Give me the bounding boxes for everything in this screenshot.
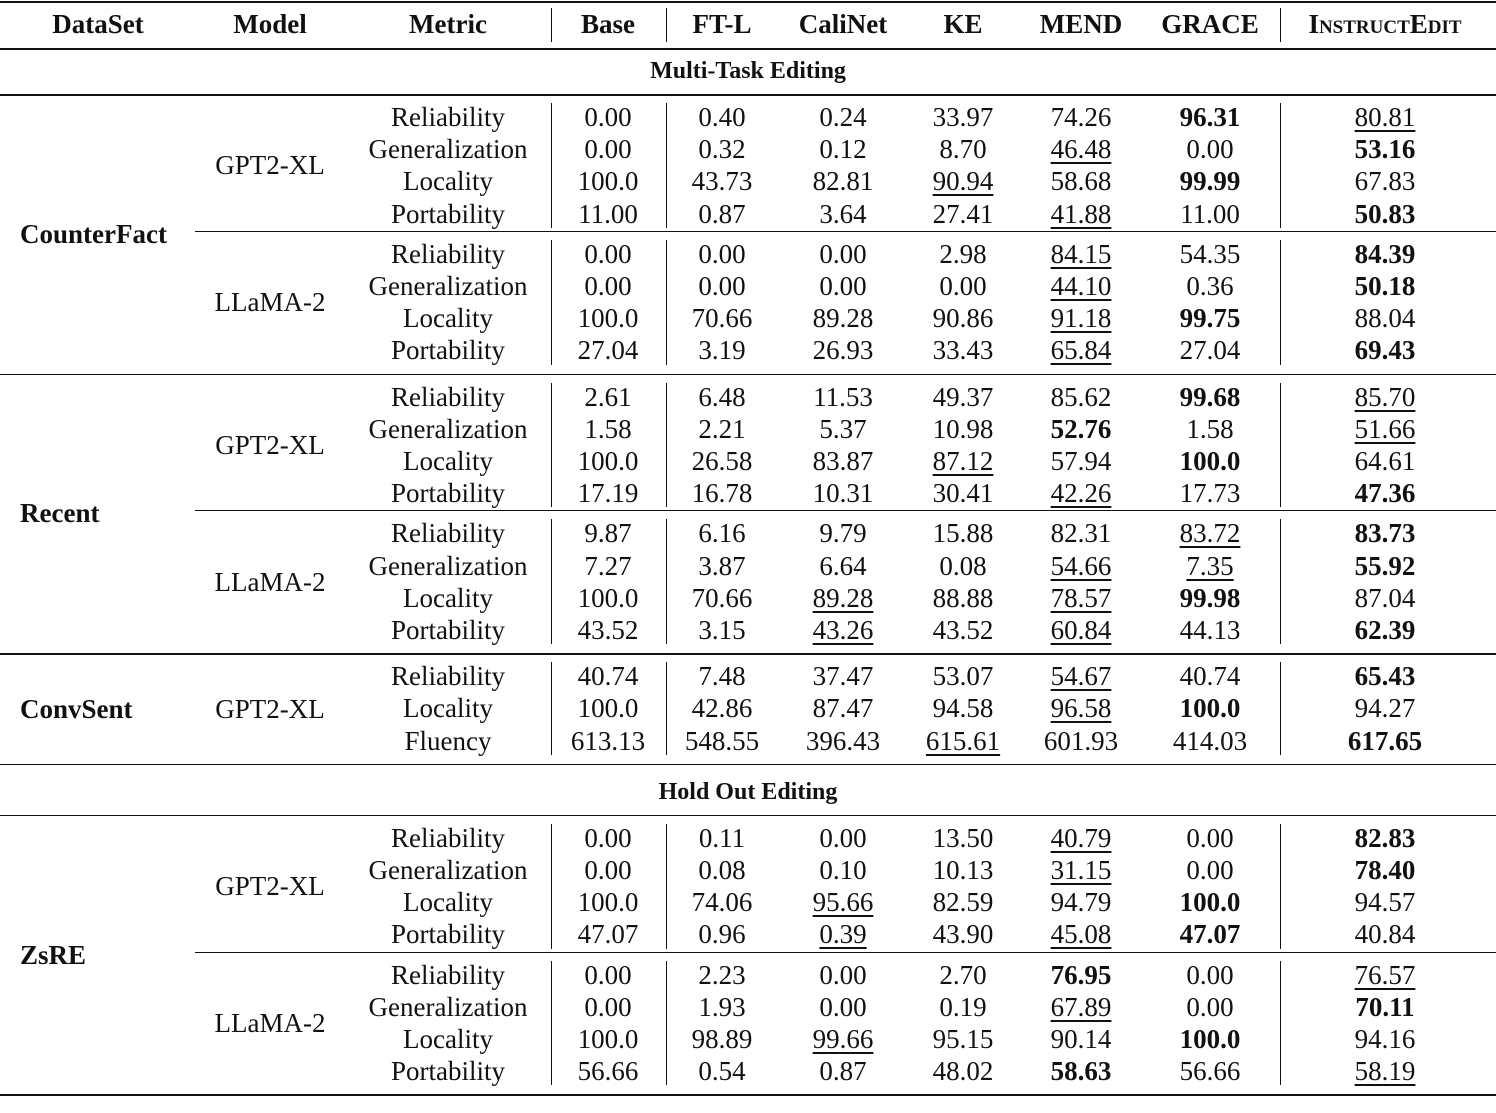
metric-label: Locality bbox=[403, 446, 493, 476]
table-cell: 96.58 bbox=[1050, 693, 1112, 724]
metric-label: Reliability bbox=[391, 518, 505, 549]
table-cell: 100.0 bbox=[1179, 887, 1241, 918]
table-cell: 27.04 bbox=[1179, 335, 1241, 366]
metric-label: Portability bbox=[391, 1056, 505, 1087]
table-cell: 78.40 bbox=[1354, 855, 1416, 885]
table-cell: 0.00 bbox=[819, 271, 867, 301]
model-group-rule bbox=[195, 952, 1496, 953]
table-cell: 50.18 bbox=[1354, 271, 1416, 301]
table-cell: 49.37 bbox=[932, 381, 994, 412]
table-cell: 0.36 bbox=[1186, 271, 1234, 301]
table-cell: 11.00 bbox=[578, 198, 638, 229]
table-cell: 13.50 bbox=[932, 822, 994, 853]
table-cell: 0.10 bbox=[819, 855, 867, 885]
metric-label: Reliability bbox=[391, 238, 505, 269]
table-cell: 58.63 bbox=[1050, 1056, 1112, 1087]
column-header: Model bbox=[233, 9, 307, 39]
table-cell: 70.11 bbox=[1355, 991, 1415, 1022]
column-header: MEND bbox=[1039, 9, 1123, 39]
table-cell: 0.08 bbox=[939, 550, 987, 581]
table-cell: 52.76 bbox=[1050, 413, 1112, 444]
table-cell: 44.13 bbox=[1179, 615, 1241, 645]
table-cell: 0.00 bbox=[1186, 855, 1234, 885]
table-cell: 0.00 bbox=[1186, 822, 1234, 853]
table-cell: 16.78 bbox=[691, 478, 753, 509]
column-divider bbox=[1280, 103, 1281, 228]
dataset-name: CounterFact bbox=[20, 218, 167, 249]
column-divider bbox=[666, 824, 667, 949]
table-cell: 7.35 bbox=[1186, 550, 1234, 581]
table-cell: 74.26 bbox=[1050, 102, 1112, 132]
metric-label: Generalization bbox=[368, 271, 528, 301]
table-cell: 613.13 bbox=[570, 725, 646, 756]
table-cell: 78.57 bbox=[1050, 582, 1112, 613]
table-cell: 99.99 bbox=[1179, 166, 1241, 197]
column-divider bbox=[551, 383, 552, 508]
table-cell: 0.00 bbox=[1186, 959, 1234, 990]
table-cell: 88.88 bbox=[932, 582, 994, 613]
table-cell: 26.93 bbox=[812, 335, 874, 366]
column-divider bbox=[551, 662, 552, 755]
table-cell: 57.94 bbox=[1050, 446, 1112, 476]
table-cell: 58.68 bbox=[1050, 166, 1112, 197]
table-cell: 82.83 bbox=[1354, 822, 1416, 853]
table-cell: 3.19 bbox=[698, 335, 746, 366]
table-cell: 0.00 bbox=[584, 102, 632, 132]
table-cell: 0.00 bbox=[584, 959, 632, 990]
table-cell: 0.00 bbox=[584, 238, 632, 269]
table-cell: 43.52 bbox=[577, 615, 639, 645]
metric-label: Reliability bbox=[391, 381, 505, 412]
table-cell: 396.43 bbox=[805, 725, 881, 756]
metric-label: Locality bbox=[403, 303, 493, 334]
dataset-name: ZsRE bbox=[20, 939, 87, 970]
table-cell: 40.74 bbox=[1179, 661, 1241, 692]
table-cell: 0.00 bbox=[819, 238, 867, 269]
table-cell: 85.62 bbox=[1050, 381, 1112, 412]
column-divider bbox=[666, 103, 667, 228]
metric-label: Fluency bbox=[404, 725, 492, 756]
table-cell: 83.73 bbox=[1354, 518, 1416, 549]
table-cell: 54.67 bbox=[1050, 661, 1112, 692]
table-cell: 42.26 bbox=[1050, 478, 1112, 509]
table-cell: 6.48 bbox=[698, 381, 746, 412]
column-divider bbox=[551, 519, 552, 644]
column-header: Metric bbox=[409, 9, 487, 39]
metric-label: Reliability bbox=[391, 661, 505, 692]
column-divider bbox=[666, 519, 667, 644]
table-cell: 89.28 bbox=[812, 303, 874, 334]
table-cell: 5.37 bbox=[819, 413, 867, 444]
column-divider bbox=[1280, 383, 1281, 508]
top-rule bbox=[0, 1, 1496, 3]
table-cell: 6.64 bbox=[819, 550, 867, 581]
table-cell: 70.66 bbox=[691, 303, 753, 334]
table-cell: 70.66 bbox=[691, 582, 753, 613]
table-cell: 2.23 bbox=[698, 959, 746, 990]
table-cell: 100.0 bbox=[577, 303, 639, 334]
table-cell: 47.07 bbox=[577, 919, 639, 950]
table-cell: 83.87 bbox=[812, 446, 874, 476]
table-cell: 53.16 bbox=[1354, 134, 1416, 165]
model-name: GPT2-XL bbox=[215, 430, 325, 460]
column-divider bbox=[551, 824, 552, 949]
table-cell: 50.83 bbox=[1354, 198, 1416, 229]
table-cell: 0.00 bbox=[1186, 134, 1234, 165]
table-cell: 1.93 bbox=[698, 991, 746, 1022]
metric-label: Generalization bbox=[368, 855, 528, 885]
table-cell: 56.66 bbox=[577, 1056, 639, 1087]
column-header: InstructEdit bbox=[1308, 9, 1462, 39]
metric-label: Portability bbox=[391, 919, 505, 950]
table-cell: 44.10 bbox=[1050, 271, 1112, 301]
bottom-rule bbox=[0, 1094, 1496, 1096]
table-cell: 99.66 bbox=[812, 1024, 874, 1054]
table-cell: 74.06 bbox=[691, 887, 753, 918]
table-cell: 0.54 bbox=[698, 1056, 746, 1087]
table-cell: 67.89 bbox=[1050, 991, 1112, 1022]
table-cell: 0.00 bbox=[584, 271, 632, 301]
column-divider bbox=[551, 8, 552, 42]
table-cell: 87.12 bbox=[932, 446, 994, 476]
table-cell: 0.00 bbox=[584, 991, 632, 1022]
table-cell: 67.83 bbox=[1354, 166, 1416, 197]
table-cell: 47.36 bbox=[1354, 478, 1416, 509]
table-cell: 64.61 bbox=[1354, 446, 1416, 476]
table-cell: 89.28 bbox=[812, 582, 874, 613]
table-cell: 3.64 bbox=[819, 198, 867, 229]
table-cell: 54.66 bbox=[1050, 550, 1112, 581]
header-rule bbox=[0, 48, 1496, 50]
table-cell: 0.08 bbox=[698, 855, 746, 885]
table-cell: 100.0 bbox=[1179, 1024, 1241, 1054]
dataset-rule bbox=[0, 374, 1496, 376]
table-cell: 87.47 bbox=[812, 693, 874, 724]
table-cell: 9.87 bbox=[584, 518, 632, 549]
table-cell: 40.79 bbox=[1050, 822, 1112, 853]
model-name: LLaMA-2 bbox=[214, 1008, 326, 1038]
model-group-rule bbox=[195, 510, 1496, 511]
table-cell: 2.21 bbox=[698, 413, 746, 444]
table-cell: 7.48 bbox=[698, 661, 746, 692]
table-cell: 55.92 bbox=[1354, 550, 1416, 581]
table-cell: 6.16 bbox=[698, 518, 746, 549]
section-rule bbox=[0, 815, 1496, 817]
table-cell: 2.70 bbox=[939, 959, 987, 990]
table-cell: 65.84 bbox=[1050, 335, 1112, 366]
table-cell: 27.41 bbox=[932, 198, 994, 229]
table-cell: 414.03 bbox=[1172, 725, 1248, 756]
table-cell: 40.74 bbox=[577, 661, 639, 692]
metric-label: Portability bbox=[391, 335, 505, 366]
table-cell: 30.41 bbox=[932, 478, 994, 509]
table-cell: 43.26 bbox=[812, 615, 874, 645]
column-header: KE bbox=[943, 9, 983, 39]
table-cell: 99.68 bbox=[1179, 381, 1241, 412]
table-cell: 54.35 bbox=[1179, 238, 1241, 269]
section-title: Multi-Task Editing bbox=[650, 58, 846, 84]
column-divider bbox=[666, 240, 667, 365]
table-cell: 43.90 bbox=[932, 919, 994, 950]
table-cell: 90.94 bbox=[932, 166, 994, 197]
table-cell: 87.04 bbox=[1354, 582, 1416, 613]
table-cell: 76.95 bbox=[1050, 959, 1112, 990]
table-cell: 82.59 bbox=[932, 887, 994, 918]
table-cell: 51.66 bbox=[1354, 413, 1416, 444]
table-cell: 91.18 bbox=[1050, 303, 1112, 334]
metric-label: Generalization bbox=[368, 991, 528, 1022]
table-cell: 0.00 bbox=[584, 822, 632, 853]
table-cell: 0.00 bbox=[819, 959, 867, 990]
column-divider bbox=[551, 961, 552, 1086]
table-cell: 601.93 bbox=[1043, 725, 1119, 756]
table-cell: 42.86 bbox=[691, 693, 753, 724]
model-name: GPT2-XL bbox=[215, 693, 325, 724]
table-cell: 2.98 bbox=[939, 238, 987, 269]
table-cell: 1.58 bbox=[1186, 413, 1234, 444]
model-name: GPT2-XL bbox=[215, 150, 325, 181]
metric-label: Reliability bbox=[391, 822, 505, 853]
table-cell: 90.86 bbox=[932, 303, 994, 334]
table-cell: 82.31 bbox=[1050, 518, 1112, 549]
table-cell: 100.0 bbox=[577, 446, 639, 476]
metric-label: Generalization bbox=[368, 550, 528, 581]
column-divider bbox=[1280, 961, 1281, 1086]
table-cell: 11.53 bbox=[813, 381, 873, 412]
column-divider bbox=[1280, 662, 1281, 755]
table-cell: 100.0 bbox=[577, 166, 639, 197]
table-cell: 17.19 bbox=[577, 478, 639, 509]
table-cell: 84.39 bbox=[1354, 238, 1416, 269]
table-cell: 0.00 bbox=[584, 855, 632, 885]
table-cell: 95.66 bbox=[812, 887, 874, 918]
metric-label: Locality bbox=[403, 887, 493, 918]
table-cell: 96.31 bbox=[1179, 102, 1241, 132]
table-cell: 8.70 bbox=[939, 134, 987, 165]
table-cell: 617.65 bbox=[1347, 725, 1423, 756]
table-cell: 11.00 bbox=[1180, 198, 1240, 229]
model-group-rule bbox=[195, 231, 1496, 232]
table-cell: 0.12 bbox=[819, 134, 867, 165]
table-cell: 548.55 bbox=[684, 725, 760, 756]
table-cell: 31.15 bbox=[1050, 855, 1112, 885]
column-header: Base bbox=[581, 9, 635, 39]
table-cell: 10.98 bbox=[932, 413, 994, 444]
table-cell: 17.73 bbox=[1179, 478, 1241, 509]
table-cell: 43.52 bbox=[932, 615, 994, 645]
table-cell: 0.00 bbox=[819, 991, 867, 1022]
metric-label: Locality bbox=[403, 693, 493, 724]
table-cell: 58.19 bbox=[1354, 1056, 1416, 1087]
metric-label: Portability bbox=[391, 615, 505, 645]
table-cell: 82.81 bbox=[812, 166, 874, 197]
table-cell: 85.70 bbox=[1354, 381, 1416, 412]
table-cell: 84.15 bbox=[1050, 238, 1112, 269]
table-cell: 27.04 bbox=[577, 335, 639, 366]
dataset-name: ConvSent bbox=[20, 693, 133, 724]
table-cell: 0.00 bbox=[698, 238, 746, 269]
table-cell: 69.43 bbox=[1354, 335, 1416, 366]
table-cell: 90.14 bbox=[1050, 1024, 1112, 1054]
table-cell: 33.97 bbox=[932, 102, 994, 132]
table-cell: 1.58 bbox=[584, 413, 632, 444]
metric-label: Reliability bbox=[391, 102, 505, 132]
table-cell: 94.27 bbox=[1354, 693, 1416, 724]
table-cell: 100.0 bbox=[577, 693, 639, 724]
metric-label: Generalization bbox=[368, 413, 528, 444]
table-cell: 56.66 bbox=[1179, 1056, 1241, 1087]
table-cell: 60.84 bbox=[1050, 615, 1112, 645]
table-cell: 10.31 bbox=[812, 478, 874, 509]
column-divider bbox=[551, 103, 552, 228]
metric-label: Portability bbox=[391, 478, 505, 509]
table-cell: 94.79 bbox=[1050, 887, 1112, 918]
table-cell: 37.47 bbox=[812, 661, 874, 692]
table-cell: 76.57 bbox=[1354, 959, 1416, 990]
dataset-name: Recent bbox=[20, 498, 100, 529]
table-cell: 46.48 bbox=[1050, 134, 1112, 165]
table-cell: 94.58 bbox=[932, 693, 994, 724]
table-cell: 0.00 bbox=[939, 271, 987, 301]
metric-label: Generalization bbox=[368, 134, 528, 165]
table-cell: 0.00 bbox=[1186, 991, 1234, 1022]
table-cell: 41.88 bbox=[1050, 198, 1112, 229]
table-cell: 0.87 bbox=[819, 1056, 867, 1087]
section-rule bbox=[0, 94, 1496, 96]
table-cell: 10.13 bbox=[932, 855, 994, 885]
table-cell: 0.19 bbox=[939, 991, 987, 1022]
table-cell: 26.58 bbox=[691, 446, 753, 476]
column-divider bbox=[551, 240, 552, 365]
table-cell: 53.07 bbox=[932, 661, 994, 692]
table-cell: 7.27 bbox=[584, 550, 632, 581]
metric-label: Portability bbox=[391, 198, 505, 229]
table-cell: 43.73 bbox=[691, 166, 753, 197]
table-cell: 62.39 bbox=[1354, 615, 1416, 645]
dataset-rule bbox=[0, 764, 1496, 766]
table-cell: 65.43 bbox=[1354, 661, 1416, 692]
model-name: GPT2-XL bbox=[215, 871, 325, 902]
table-cell: 0.32 bbox=[698, 134, 746, 165]
table-cell: 100.0 bbox=[1179, 693, 1241, 724]
table-cell: 0.40 bbox=[698, 102, 746, 132]
table-cell: 100.0 bbox=[577, 887, 639, 918]
column-divider bbox=[666, 8, 667, 42]
table-cell: 0.00 bbox=[819, 822, 867, 853]
table-cell: 615.61 bbox=[925, 725, 1001, 756]
table-cell: 0.96 bbox=[698, 919, 746, 950]
section-title: Hold Out Editing bbox=[658, 778, 838, 805]
table-cell: 0.87 bbox=[698, 198, 746, 229]
column-divider bbox=[666, 961, 667, 1086]
table-cell: 0.39 bbox=[819, 919, 867, 950]
table-cell: 100.0 bbox=[1179, 446, 1241, 476]
table-cell: 88.04 bbox=[1354, 303, 1416, 334]
column-divider bbox=[1280, 240, 1281, 365]
table-cell: 0.11 bbox=[698, 822, 746, 853]
table-cell: 0.00 bbox=[698, 271, 746, 301]
metric-label: Locality bbox=[403, 166, 493, 197]
table-cell: 0.00 bbox=[584, 134, 632, 165]
table-cell: 94.57 bbox=[1354, 887, 1416, 918]
table-cell: 0.24 bbox=[819, 102, 867, 132]
table-cell: 3.87 bbox=[698, 550, 746, 581]
metric-label: Locality bbox=[403, 582, 493, 613]
table-cell: 95.15 bbox=[932, 1024, 994, 1054]
table-cell: 15.88 bbox=[932, 518, 994, 549]
column-divider bbox=[666, 383, 667, 508]
table-cell: 47.07 bbox=[1179, 919, 1241, 950]
model-name: LLaMA-2 bbox=[214, 566, 326, 597]
table-cell: 2.61 bbox=[584, 381, 632, 412]
column-divider bbox=[1280, 824, 1281, 949]
column-divider bbox=[666, 662, 667, 755]
table-cell: 9.79 bbox=[819, 518, 867, 549]
metric-label: Reliability bbox=[391, 959, 505, 990]
column-divider bbox=[1280, 519, 1281, 644]
column-header: DataSet bbox=[52, 9, 144, 39]
table-cell: 80.81 bbox=[1354, 102, 1416, 132]
table-cell: 45.08 bbox=[1050, 919, 1112, 950]
column-header: GRACE bbox=[1161, 9, 1259, 39]
table-cell: 48.02 bbox=[932, 1056, 994, 1087]
table-cell: 100.0 bbox=[577, 1024, 639, 1054]
table-cell: 98.89 bbox=[691, 1024, 753, 1054]
table-cell: 3.15 bbox=[698, 615, 746, 645]
table-cell: 94.16 bbox=[1354, 1024, 1416, 1054]
metric-label: Locality bbox=[403, 1024, 493, 1054]
table-cell: 99.98 bbox=[1179, 582, 1241, 613]
column-header: FT-L bbox=[692, 9, 752, 39]
dataset-rule bbox=[0, 653, 1496, 655]
column-header: CaliNet bbox=[798, 9, 888, 39]
table-cell: 33.43 bbox=[932, 335, 994, 366]
model-name: LLaMA-2 bbox=[214, 287, 326, 318]
table-cell: 83.72 bbox=[1179, 518, 1241, 549]
column-divider bbox=[1280, 8, 1281, 42]
table-cell: 40.84 bbox=[1354, 919, 1416, 950]
table-cell: 99.75 bbox=[1179, 303, 1241, 334]
table-cell: 100.0 bbox=[577, 582, 639, 613]
